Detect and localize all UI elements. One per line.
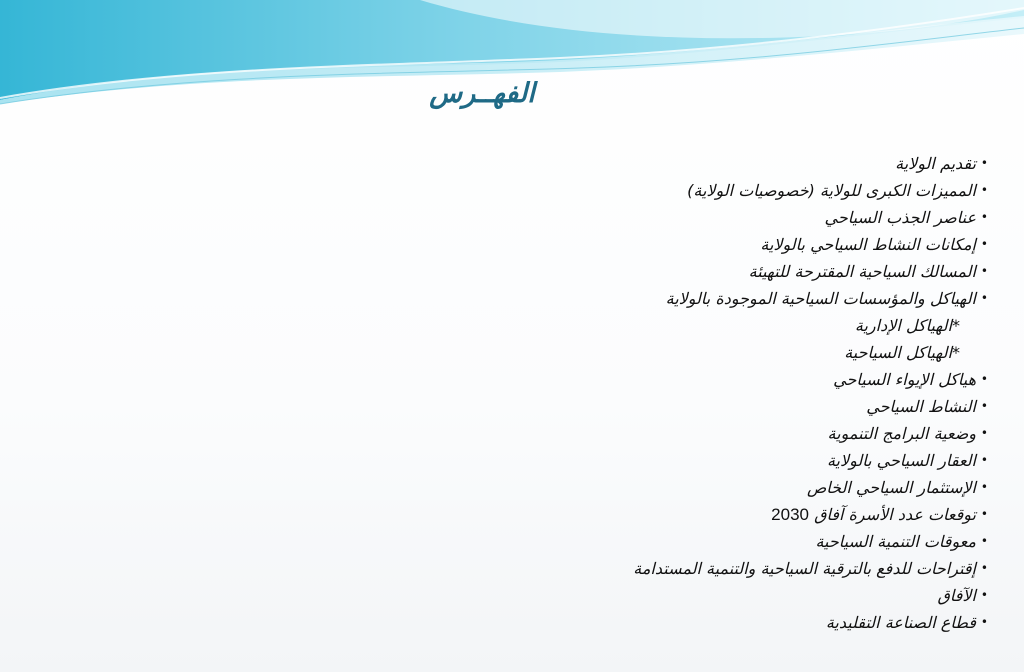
toc-subitem — [468, 339, 988, 366]
table-of-contents — [468, 150, 988, 636]
bullet-icon: • — [980, 372, 988, 386]
toc-item — [468, 609, 988, 636]
bullet-icon: • — [980, 426, 988, 440]
toc-item — [468, 285, 988, 312]
toc-item — [468, 258, 988, 285]
bullet-icon: • — [980, 237, 988, 251]
toc-item-label: قطاع الصناعة التقليدية — [825, 613, 976, 632]
toc-item-label: تقديم الولاية — [895, 154, 976, 173]
toc-item — [468, 366, 988, 393]
bullet-icon: • — [980, 453, 988, 467]
toc-item — [468, 204, 988, 231]
toc-item-label: إمكانات النشاط السياحي بالولاية — [760, 235, 976, 254]
bullet-icon: • — [980, 615, 988, 629]
bullet-icon: • — [980, 264, 988, 278]
bullet-icon: • — [980, 507, 988, 521]
slide-title — [0, 78, 1024, 109]
toc-item-label: هياكل الإيواء السياحي — [833, 370, 976, 389]
toc-item-label: *الهياكل السياحية — [844, 343, 960, 362]
toc-item — [468, 420, 988, 447]
toc-item-label: العقار السياحي بالولاية — [826, 451, 976, 470]
slide-title-text: الفهــرس — [429, 78, 535, 109]
toc-item-label: المسالك السياحية المقترحة للتهيئة — [748, 262, 976, 281]
toc-item-label: عناصر الجذب السياحي — [824, 208, 976, 227]
toc-item-label: معوقات التنمية السياحية — [815, 532, 976, 551]
toc-item — [468, 447, 988, 474]
toc-item — [468, 177, 988, 204]
toc-item — [468, 501, 988, 528]
toc-item — [468, 555, 988, 582]
toc-item — [468, 528, 988, 555]
bullet-icon: • — [980, 534, 988, 548]
toc-item-year: 2030 — [771, 505, 809, 524]
toc-item — [468, 582, 988, 609]
toc-item — [468, 393, 988, 420]
toc-item-label: الهياكل والمؤسسات السياحية الموجودة بالولاية — [665, 289, 976, 308]
toc-item-label: الإستثمار السياحي الخاص — [806, 478, 976, 497]
toc-item — [468, 474, 988, 501]
bullet-icon: • — [980, 156, 988, 170]
toc-item-label: إقتراحات للدفع بالترقية السياحية والتنمية المستدامة — [633, 559, 976, 578]
toc-item — [468, 231, 988, 258]
bullet-icon: • — [980, 588, 988, 602]
bullet-icon: • — [980, 210, 988, 224]
toc-item-label: وضعية البرامج التنموية — [827, 424, 976, 443]
bullet-icon: • — [980, 183, 988, 197]
toc-item-label: النشاط السياحي — [866, 397, 976, 416]
toc-subitem — [468, 312, 988, 339]
toc-item-label: المميزات الكبرى للولاية (خصوصيات الولاية) — [687, 181, 976, 200]
toc-item-label: الآفاق — [937, 586, 976, 605]
toc-item-label: توقعات عدد الأسرة آفاق — [814, 505, 976, 524]
bullet-icon: • — [980, 291, 988, 305]
toc-item-label: *الهياكل الإدارية — [854, 316, 960, 335]
bullet-icon: • — [980, 480, 988, 494]
bullet-icon: • — [980, 561, 988, 575]
toc-item — [468, 150, 988, 177]
bullet-icon: • — [980, 399, 988, 413]
